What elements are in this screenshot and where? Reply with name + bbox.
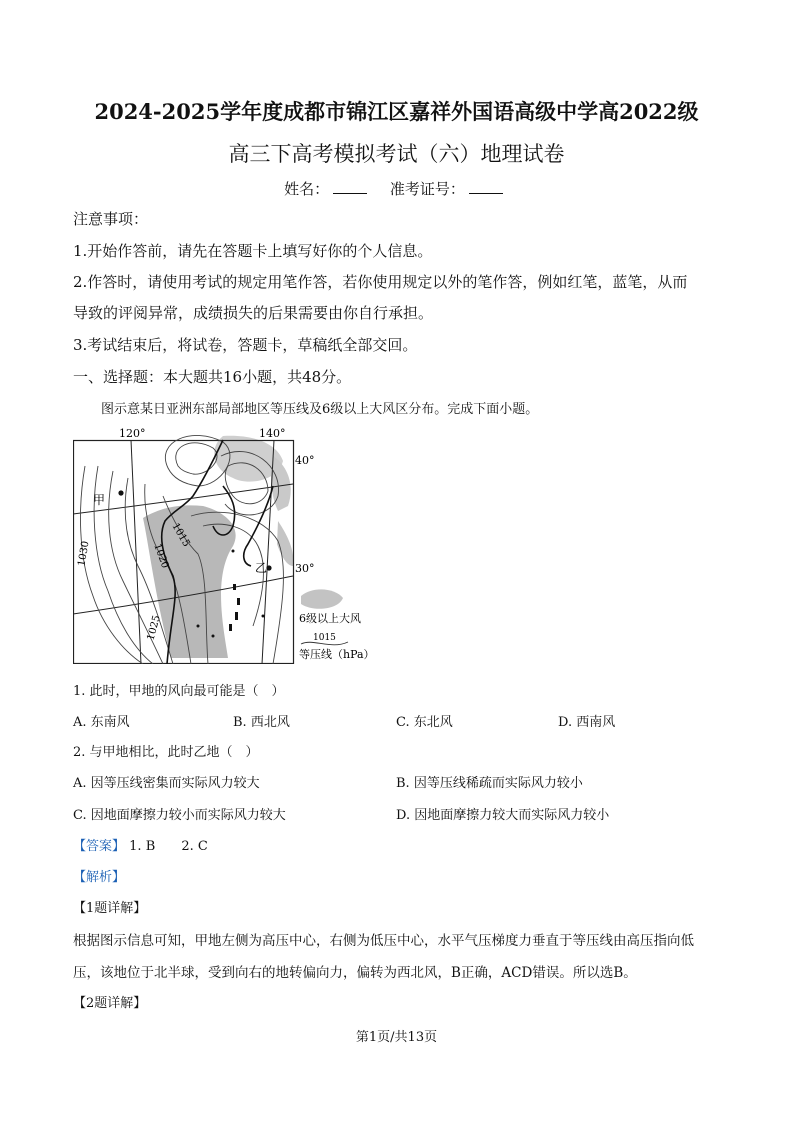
answer-row — [73, 835, 208, 854]
question-1-option-d: D. 西南风 — [558, 715, 616, 730]
notice-item-3: 3.考试结束后，将试卷，答题卡，草稿纸全部交回。 — [73, 336, 418, 354]
isobar-label-1030: 1030 — [76, 540, 92, 568]
lat-label-40: 40° — [295, 454, 315, 467]
isobar-label-1025: 1025 — [145, 614, 163, 642]
question-2-option-c: C. 因地面摩擦力较小而实际风力较大 — [73, 808, 286, 823]
notice-item-1: 1.开始作答前，请先在答题卡上填写好你的个人信息。 — [73, 242, 433, 260]
page-footer: 第1页/共13页 — [355, 1030, 438, 1045]
answer-2: 2. C — [181, 839, 208, 854]
section-heading: 一、选择题：本大题共16小题，共48分。 — [73, 368, 352, 386]
question-2-option-d: D. 因地面摩擦力较大而实际风力较小 — [396, 808, 610, 823]
point-yi-marker — [266, 565, 271, 570]
isobar-map-figure — [73, 426, 383, 664]
legend-wind-label: 6级以上大风 — [299, 612, 361, 625]
answer-tag: 【答案】 — [73, 839, 126, 854]
point-jia-marker — [118, 490, 123, 495]
high-wind-area-japan-sea — [271, 456, 291, 511]
name-label: 姓名： — [284, 180, 330, 198]
isobar-label-1015: 1015 — [169, 521, 192, 549]
question-1-option-a: A. 东南风 — [73, 715, 130, 730]
question-2-option-a: A. 因等压线密集而实际风力较大 — [73, 776, 260, 791]
question-2-stem: 2. 与甲地相比，此时乙地（ ） — [73, 745, 259, 760]
answer-1: 1. B — [129, 839, 156, 854]
legend-wind-swatch — [301, 589, 343, 608]
lat-label-30: 30° — [295, 562, 315, 575]
isobar-label-1020: 1020 — [151, 542, 171, 570]
name-blank — [333, 179, 367, 194]
lon-label-120: 120° — [119, 427, 146, 440]
coastline-japan — [244, 486, 273, 566]
question-1-stem: 1. 此时，甲地的风向最可能是（ ） — [73, 684, 285, 699]
high-wind-area-east — [277, 521, 293, 566]
question-1-option-c: C. 东北风 — [396, 715, 453, 730]
notice-heading: 注意事项： — [73, 210, 149, 228]
analysis-tag: 【解析】 — [73, 870, 126, 885]
detail-1-line-2: 压，该地位于北半球，受到向右的地转偏向力，偏转为西北风，B正确，ACD错误。所以选B。 — [73, 965, 637, 981]
id-blank — [469, 179, 503, 194]
candidate-info-row — [0, 178, 793, 199]
point-jia-label: 甲 — [93, 493, 106, 507]
notice-item-2-line-2: 导致的评阅异常，成绩损失的后果需要由你自行承担。 — [73, 304, 434, 322]
title-line-1: 2024-2025学年度成都市锦江区嘉祥外国语高级中学高2022级 — [94, 99, 699, 124]
point-yi-label: 乙 — [255, 561, 268, 575]
legend-isobar-label: 等压线（hPa） — [299, 648, 375, 661]
detail-2-tag: 【2题详解】 — [73, 996, 147, 1011]
section-intro: 图示意某日亚洲东部局部地区等压线及6级以上大风区分布。完成下面小题。 — [101, 402, 539, 417]
lon-label-140: 140° — [259, 427, 286, 440]
detail-1-line-1: 根据图示信息可知，甲地左侧为高压中心，右侧为低压中心，水平气压梯度力垂直于等压线由高压指向低 — [73, 933, 694, 949]
question-1-option-b: B. 西北风 — [233, 715, 290, 730]
question-2-option-b: B. 因等压线稀疏而实际风力较小 — [396, 776, 583, 791]
detail-1-tag: 【1题详解】 — [73, 901, 147, 916]
legend-isobar-value: 1015 — [313, 633, 336, 643]
title-line-2: 高三下高考模拟考试（六）地理试卷 — [228, 142, 565, 166]
id-label: 准考证号： — [389, 180, 465, 198]
notice-item-2-line-1: 2.作答时，请使用考试的规定用笔作答，若你使用规定以外的笔作答，例如红笔，蓝笔，从而 — [73, 273, 688, 291]
